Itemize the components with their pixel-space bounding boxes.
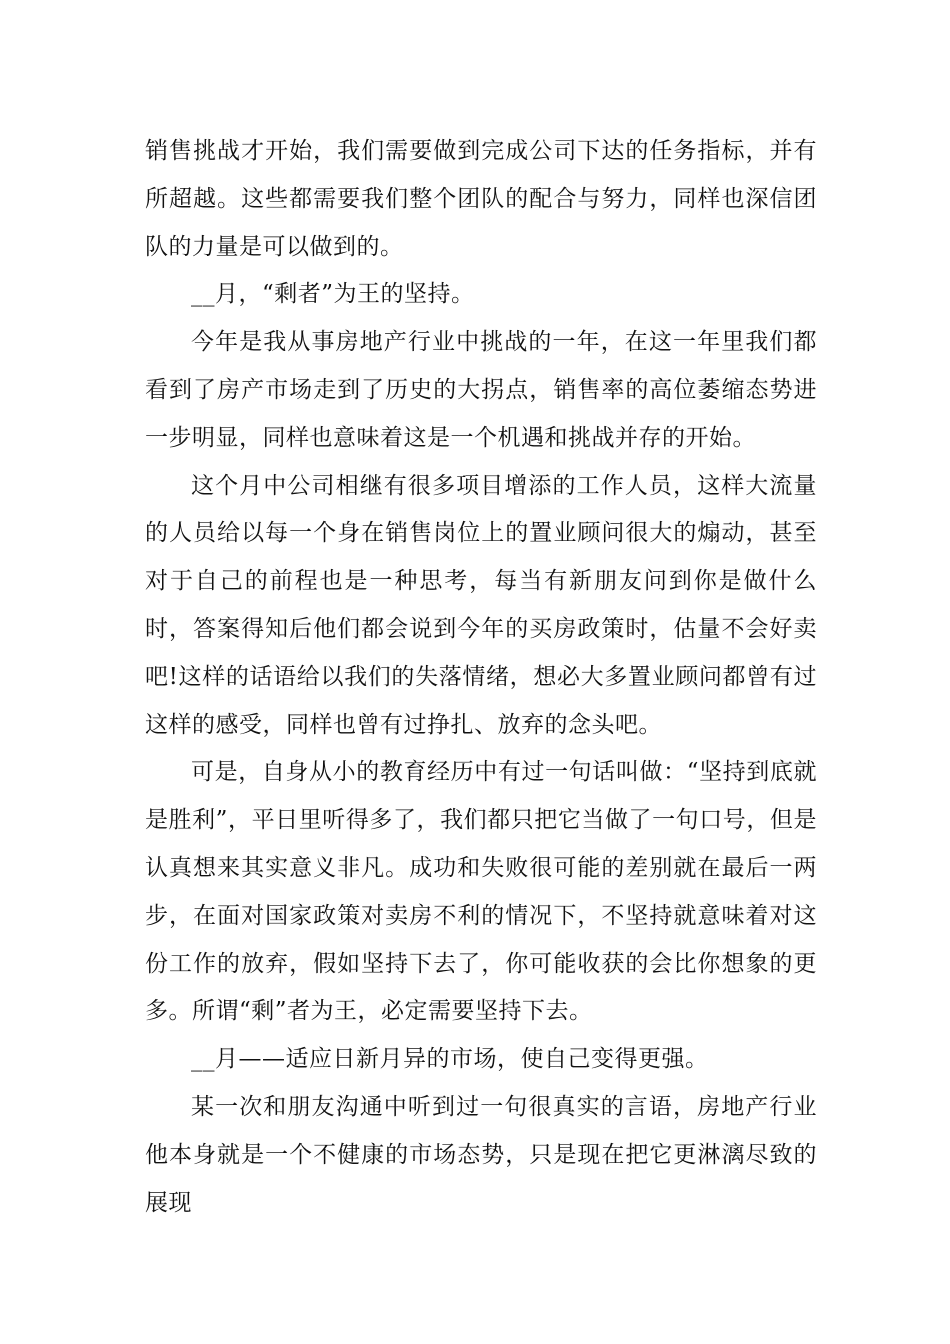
document-body: [145, 128, 817, 1227]
paragraph-6-heading: __月——适应日新月异的市场，使自己变得更强。: [191, 1046, 709, 1073]
paragraph-5: 可是，自身从小的教育经历中有过一句话叫做：“坚持到底就是胜利”，平日里听得多了，我们都只把它当做了一句口号，但是认真想来其实意义非凡。成功和失败很可能的差别就在最后一两步，在面对国家政策对卖房不利的情况下，不坚持就意味着对这份工作的放弃，假如坚持下去了，你可能收获的会比你想象的更多。所谓“剩”者为王，必定需要坚持下去。: [145, 759, 817, 1025]
paragraph-1: 销售挑战才开始，我们需要做到完成公司下达的任务指标，并有所超越。这些都需要我们整个团队的配合与努力，同样也深信团队的力量是可以做到的。: [145, 138, 817, 260]
paragraph-7: 某一次和朋友沟通中听到过一句很真实的言语，房地产行业他本身就是一个不健康的市场态势，只是现在把它更淋漓尽致的展现: [145, 1093, 817, 1216]
paragraph-3: 今年是我从事房地产行业中挑战的一年，在这一年里我们都看到了房产市场走到了历史的大拐点，销售率的高位萎缩态势进一步明显，同样也意味着这是一个机遇和挑战并存的开始。: [145, 329, 817, 451]
paragraph-4: 这个月中公司相继有很多项目增添的工作人员，这样大流量的人员给以每一个身在销售岗位上的置业顾问很大的煽动，甚至对于自己的前程也是一种思考，每当有新朋友问到你是做什么时，答案得知后他们都会说到今年的买房政策时，估量不会好卖吧!这样的话语给以我们的失落情绪，想必大多置业顾问都曾有过这样的感受，同样也曾有过挣扎、放弃的念头吧。: [145, 472, 817, 738]
paragraph-2-heading: __月，“剩者”为王的坚持。: [191, 281, 475, 308]
